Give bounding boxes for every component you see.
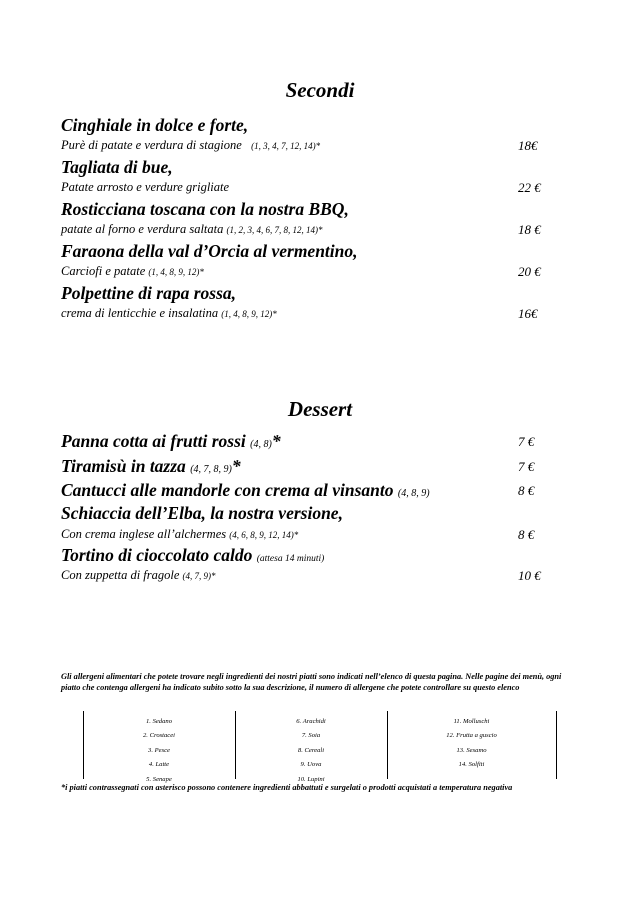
allergen-item: 13. Sesamo xyxy=(456,746,487,754)
allergen-item: 3. Pesce xyxy=(148,746,170,754)
allergen-column xyxy=(387,715,556,773)
dish-price: 20 € xyxy=(518,264,541,279)
dish-name: Faraona della val d’Orcia al vermentino, xyxy=(61,241,358,261)
allergens: (1, 4, 8, 9, 12)* xyxy=(221,309,277,319)
table-divider xyxy=(556,711,557,779)
dish-description: patate al forno e verdura saltata (1, 2, 3, 4, 6, 7, 8, 12, 14)* xyxy=(61,222,323,236)
allergen-item: 8. Cereali xyxy=(297,746,325,754)
allergens: (1, 4, 8, 9, 12)* xyxy=(148,267,204,277)
dish-description: Con zuppetta di fragole (4, 7, 9)* xyxy=(61,568,216,582)
frozen-footnote: *i piatti contrassegnati con asterisco possono contenere ingredienti abbattuti e surgelati o prodotti acquistati a temperatura negativa xyxy=(61,783,513,792)
dish-description: Carciofi e patate (1, 4, 8, 9, 12)* xyxy=(61,264,204,278)
allergen-item: 10. Lupini xyxy=(297,775,325,783)
dish-price: 22 € xyxy=(518,180,541,195)
dish-price: 16€ xyxy=(518,306,538,321)
allergen-item: 7. Soia xyxy=(301,732,321,740)
dish-description: Con crema inglese all’alchermes (4, 6, 8, 9, 12, 14)* xyxy=(61,527,299,541)
allergen-table xyxy=(83,711,557,783)
allergen-item: 11. Molluschi xyxy=(453,718,490,725)
allergens: (4, 7, 9)* xyxy=(182,571,216,581)
dish-price: 10 € xyxy=(518,568,541,583)
dish-description: Patate arrosto e verdure grigliate xyxy=(61,180,230,194)
dish-price: 18€ xyxy=(518,138,538,153)
allergen-column xyxy=(83,715,235,787)
allergen-column xyxy=(235,715,387,787)
dish-name: Schiaccia dell’Elba, la nostra versione, xyxy=(61,503,343,523)
dish-name: Tagliata di bue, xyxy=(61,157,173,177)
dish-name: Tortino di cioccolato caldo (attesa 14 minuti) xyxy=(61,545,325,565)
dish-description: Purè di patate e verdura di stagione (1, 3, 4, 7, 12, 14)* xyxy=(61,138,321,152)
dish-name: Cinghiale in dolce e forte, xyxy=(61,115,249,135)
allergen-item: 5. Senape xyxy=(146,775,172,783)
dish-name: Cantucci alle mandorle con crema al vinsanto (4, 8, 9) xyxy=(61,480,430,500)
allergens: (4, 7, 8, 9) xyxy=(190,464,232,475)
allergen-item: 12. Frutta a guscio xyxy=(446,732,497,740)
dish-name: Polpettine di rapa rossa, xyxy=(61,283,237,303)
allergens: (4, 6, 8, 9, 12, 14)* xyxy=(229,530,299,540)
dish-name: Tiramisù in tazza (4, 7, 8, 9)* xyxy=(61,456,241,476)
dish-name: Rosticciana toscana con la nostra BBQ, xyxy=(61,199,349,219)
waiting-time: (attesa 14 minuti) xyxy=(256,554,325,564)
section-title-dessert: Dessert xyxy=(287,397,353,421)
dish-price: 18 € xyxy=(518,222,541,237)
dish-price: 8 € xyxy=(518,527,535,542)
section-title-secondi: Secondi xyxy=(285,78,355,102)
allergen-item: 4. Latte xyxy=(148,761,170,769)
allergen-note: Gli allergeni alimentari che potete trovare negli ingredienti dei nostri piatti sono indicati nell’elenco di questa pagina. Nelle pagine dei menù, ogni piatto che contenga allergeni ha indicato subito sotto la sua descrizione, il numero di allergene che potete controllare su questo elenco xyxy=(61,672,562,692)
allergens: (1, 3, 4, 7, 12, 14)* xyxy=(251,141,321,151)
allergen-item: 14. Solfiti xyxy=(458,761,485,769)
allergens: (4, 8) xyxy=(250,439,272,450)
dish-name: Panna cotta ai frutti rossi (4, 8)* xyxy=(61,431,281,451)
allergens: (1, 2, 3, 4, 6, 7, 8, 12, 14)* xyxy=(226,225,323,235)
allergen-item: 6. Arachidi xyxy=(296,718,326,725)
allergen-item: 2. Crostacei xyxy=(143,732,175,740)
allergens: (4, 8, 9) xyxy=(397,488,430,499)
allergen-item: 9. Uova xyxy=(300,761,322,769)
dish-description: crema di lenticchie e insalatina (1, 4, 8, 9, 12)* xyxy=(61,306,277,320)
dish-price: 8 € xyxy=(518,483,535,498)
dish-price: 7 € xyxy=(518,434,535,449)
allergen-item: 1. Sedano xyxy=(145,718,172,725)
dish-price: 7 € xyxy=(518,459,535,474)
